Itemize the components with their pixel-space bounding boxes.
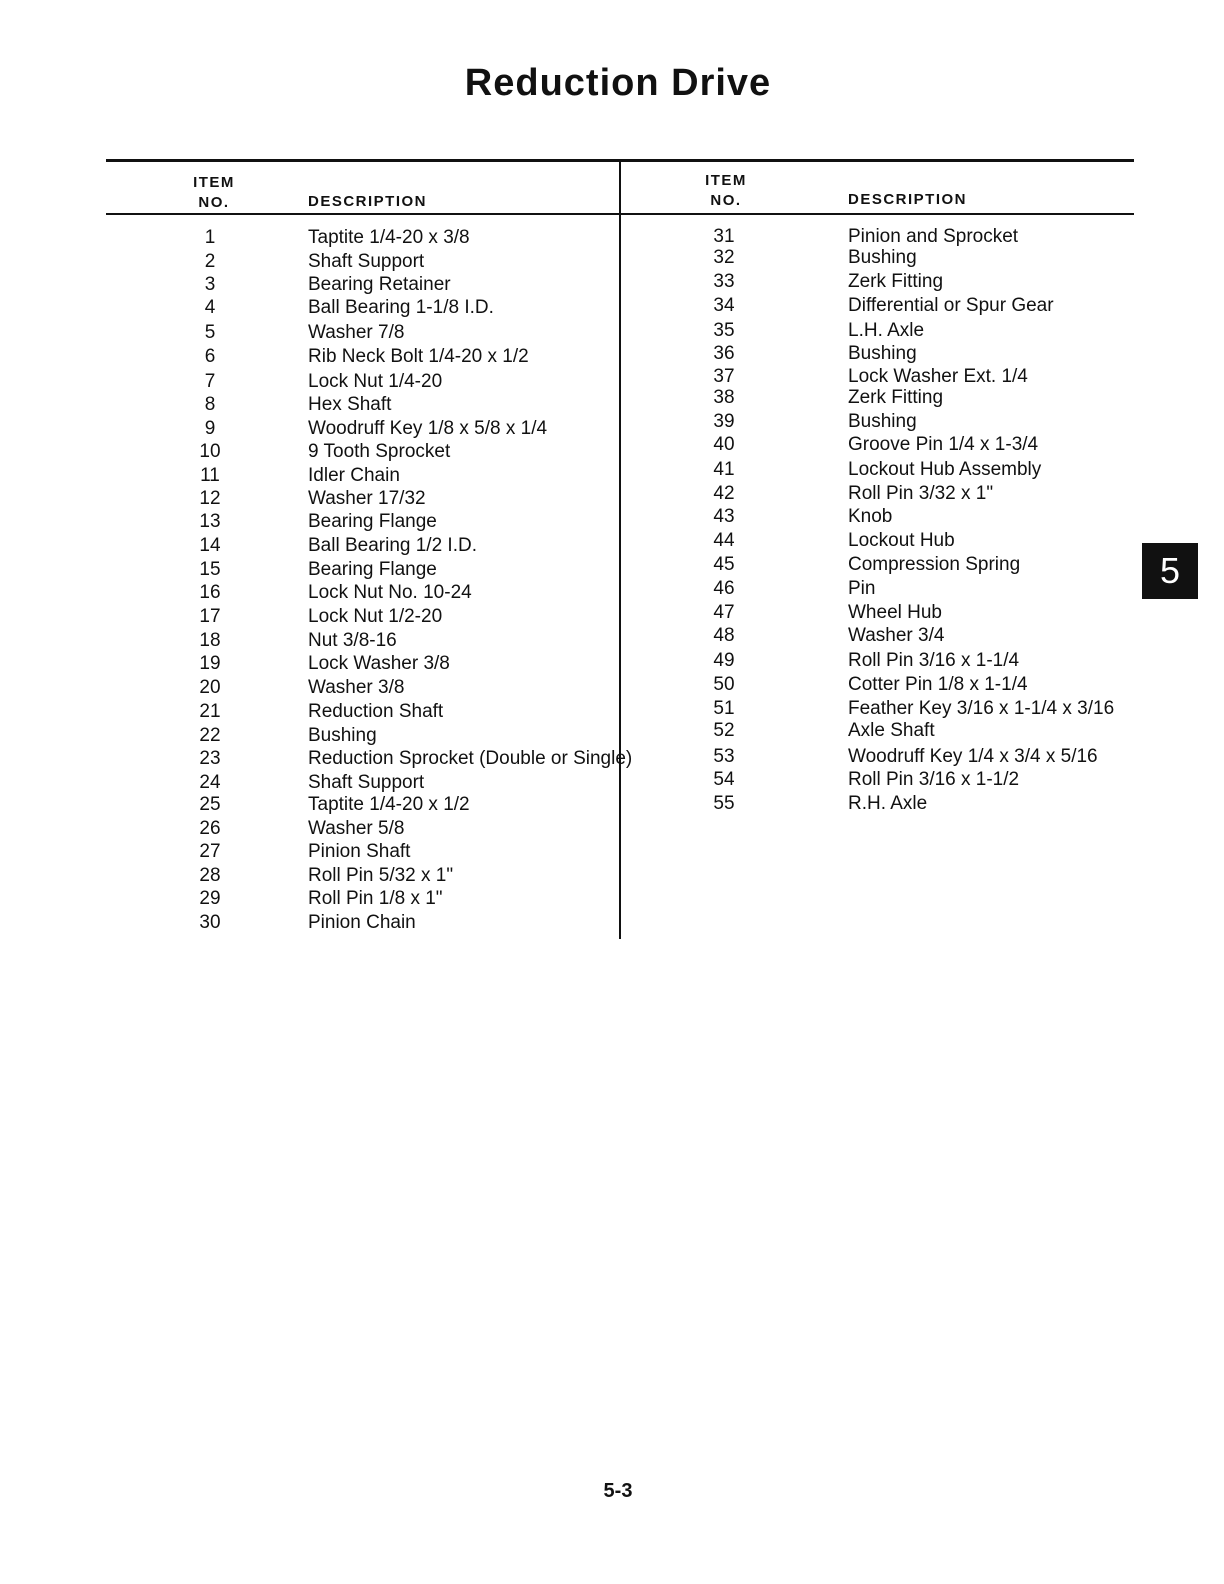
item-no: 27 (199, 841, 221, 862)
item-no: 11 (200, 465, 220, 486)
item-no: 55 (713, 793, 735, 814)
item-no: 6 (204, 346, 216, 367)
page-number: 5-3 (603, 1480, 633, 1502)
item-header-line2: NO. (198, 194, 230, 211)
page-title: Reduction Drive (464, 62, 772, 104)
item-no: 13 (199, 511, 221, 532)
item-no: 8 (204, 394, 216, 415)
item-description: Ball Bearing 1/2 I.D. (308, 535, 477, 556)
item-no: 40 (713, 434, 735, 455)
item-description: Bushing (848, 343, 917, 364)
item-description: Roll Pin 3/32 x 1" (848, 483, 994, 504)
item-no: 44 (713, 530, 735, 551)
item-no: 20 (199, 677, 221, 698)
item-description: Bearing Flange (308, 559, 437, 580)
column-divider (619, 159, 621, 939)
item-description: Lock Washer 3/8 (308, 653, 450, 674)
item-description: Roll Pin 1/8 x 1" (308, 888, 443, 909)
item-description: Shaft Support (308, 251, 425, 272)
item-no: 43 (713, 506, 735, 527)
item-no: 22 (199, 725, 221, 746)
item-no: 16 (199, 582, 221, 603)
item-description: Lockout Hub (848, 530, 955, 551)
item-description: Taptite 1/4-20 x 3/8 (308, 227, 470, 248)
item-description: Pinion Chain (308, 912, 416, 933)
item-no: 45 (713, 554, 735, 575)
item-no: 54 (713, 769, 735, 790)
item-description: Pin (848, 578, 876, 599)
item-description: Ball Bearing 1-1/8 I.D. (308, 297, 494, 318)
item-description: R.H. Axle (848, 793, 928, 814)
item-no: 23 (199, 748, 221, 769)
item-no: 51 (713, 698, 735, 719)
item-description: Lock Nut 1/2-20 (308, 606, 443, 627)
item-description: Differential or Spur Gear (848, 295, 1054, 316)
left-description-header: DESCRIPTION (308, 193, 428, 210)
item-no: 52 (713, 720, 735, 741)
item-description: Woodruff Key 1/8 x 5/8 x 1/4 (308, 418, 548, 439)
item-description: Pinion Shaft (308, 841, 411, 862)
item-description: Roll Pin 3/16 x 1-1/2 (848, 769, 1020, 790)
item-no: 7 (204, 371, 216, 392)
item-description: 9 Tooth Sprocket (308, 441, 451, 462)
item-description: Roll Pin 5/32 x 1" (308, 865, 454, 886)
item-no: 21 (199, 701, 221, 722)
item-description: Bearing Retainer (308, 274, 451, 295)
item-no: 41 (713, 459, 735, 480)
item-description: Reduction Sprocket (Double or Single) (308, 748, 633, 769)
item-no: 9 (204, 418, 216, 439)
left-item-no-header (186, 173, 242, 213)
item-description: Lock Nut No. 10-24 (308, 582, 472, 603)
item-description: Groove Pin 1/4 x 1-3/4 (848, 434, 1039, 455)
item-description: Woodruff Key 1/4 x 3/4 x 5/16 (848, 746, 1098, 767)
item-description: Knob (848, 506, 893, 527)
item-no: 53 (713, 746, 735, 767)
item-description: Reduction Shaft (308, 701, 444, 722)
item-description: L.H. Axle (848, 320, 925, 341)
item-description: Zerk Fitting (848, 387, 944, 408)
item-no: 10 (199, 441, 221, 462)
item-description: Washer 7/8 (308, 322, 405, 343)
item-no: 19 (199, 653, 221, 674)
item-no: 39 (713, 411, 735, 432)
item-no: 48 (713, 625, 735, 646)
item-no: 26 (199, 818, 221, 839)
item-description: Hex Shaft (308, 394, 392, 415)
item-no: 1 (204, 227, 216, 248)
item-description: Roll Pin 3/16 x 1-1/4 (848, 650, 1020, 671)
item-no: 4 (204, 297, 216, 318)
item-description: Washer 3/8 (308, 677, 405, 698)
item-no: 50 (713, 674, 735, 695)
item-description: Lock Nut 1/4-20 (308, 371, 443, 392)
item-no: 46 (713, 578, 735, 599)
item-no: 36 (713, 343, 735, 364)
item-no: 18 (199, 630, 221, 651)
item-no: 37 (713, 366, 735, 387)
item-description: Axle Shaft (848, 720, 935, 741)
item-no: 33 (713, 271, 735, 292)
item-description: Rib Neck Bolt 1/4-20 x 1/2 (308, 346, 529, 367)
item-no: 49 (713, 650, 735, 671)
item-description: Bushing (848, 247, 917, 268)
item-description: Idler Chain (308, 465, 400, 486)
item-description: Wheel Hub (848, 602, 942, 623)
item-no: 14 (199, 535, 221, 556)
item-no: 15 (199, 559, 221, 580)
item-no: 38 (713, 387, 735, 408)
item-description: Nut 3/8-16 (308, 630, 397, 651)
item-no: 28 (199, 865, 221, 886)
item-description: Zerk Fitting (848, 271, 944, 292)
item-header-line1: ITEM (705, 172, 747, 189)
item-no: 31 (713, 226, 735, 247)
item-no: 5 (204, 322, 216, 343)
item-description: Lockout Hub Assembly (848, 459, 1042, 480)
item-description: Feather Key 3/16 x 1-1/4 x 3/16 (848, 698, 1115, 719)
item-description: Lock Washer Ext. 1/4 (848, 366, 1028, 387)
item-description: Taptite 1/4-20 x 1/2 (308, 794, 470, 815)
item-no: 34 (713, 295, 735, 316)
item-description: Compression Spring (848, 554, 1021, 575)
item-no: 24 (199, 772, 221, 793)
item-no: 3 (204, 274, 216, 295)
item-description: Cotter Pin 1/8 x 1-1/4 (848, 674, 1028, 695)
item-no: 25 (199, 794, 221, 815)
item-header-line1: ITEM (193, 174, 235, 191)
item-description: Bearing Flange (308, 511, 437, 532)
item-no: 29 (199, 888, 221, 909)
item-description: Pinion and Sprocket (848, 226, 1019, 247)
item-no: 30 (199, 912, 221, 933)
right-description-header: DESCRIPTION (848, 191, 968, 208)
item-no: 35 (713, 320, 735, 341)
item-description: Shaft Support (308, 772, 425, 793)
item-no: 2 (204, 251, 216, 272)
item-description: Washer 17/32 (308, 488, 426, 509)
item-no: 32 (713, 247, 735, 268)
item-no: 17 (199, 606, 221, 627)
item-description: Washer 3/4 (848, 625, 945, 646)
item-no: 47 (713, 602, 735, 623)
item-description: Washer 5/8 (308, 818, 405, 839)
item-header-line2: NO. (710, 192, 742, 209)
right-item-no-header (698, 171, 754, 211)
item-description: Bushing (848, 411, 917, 432)
item-no: 12 (199, 488, 221, 509)
item-no: 42 (713, 483, 735, 504)
item-description: Bushing (308, 725, 377, 746)
section-tab: 5 (1142, 543, 1198, 599)
